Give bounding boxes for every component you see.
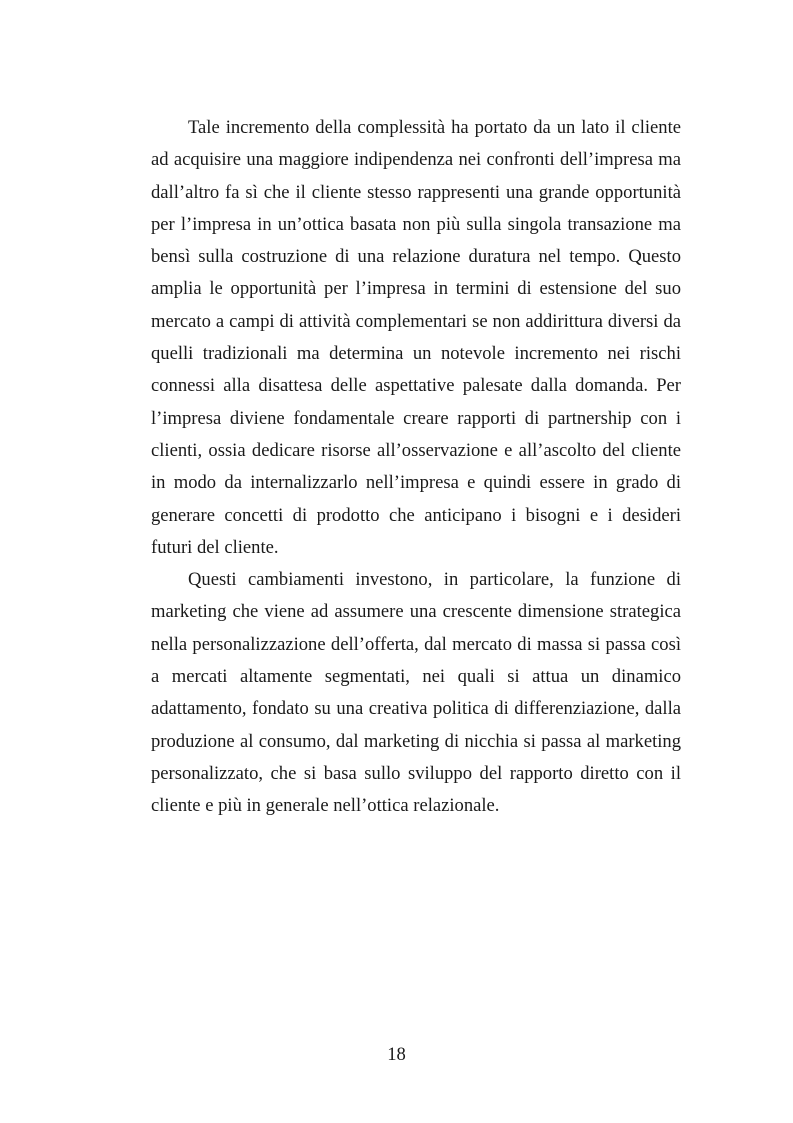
text-line: bensì sulla costruzione di una relazione duratura nel tempo. Questo — [151, 246, 681, 268]
text-line: produzione al consumo, dal marketing di nicchia si passa al marketing — [151, 730, 681, 752]
text-line: marketing che viene ad assumere una crescente dimensione strategica — [151, 601, 681, 623]
text-line: nella personalizzazione dell’offerta, dal mercato di massa si passa così — [151, 633, 681, 655]
text-line: connessi alla disattesa delle aspettative palesate dalla domanda. Per — [151, 375, 681, 397]
text-line: l’impresa diviene fondamentale creare rapporti di partnership con i — [151, 407, 681, 429]
text-line: quelli tradizionali ma determina un notevole incremento nei rischi — [151, 343, 681, 365]
text-line: in modo da internalizzarlo nell’impresa e quindi essere in grado di — [151, 472, 681, 494]
paragraph-1 — [151, 112, 681, 564]
text-line: per l’impresa in un’ottica basata non più sulla singola transazione ma — [151, 213, 681, 235]
text-line: generare concetti di prodotto che anticipano i bisogni e i desideri — [151, 504, 681, 526]
text-line: futuri del cliente. — [151, 536, 279, 558]
text-line: cliente e più in generale nell’ottica relazionale. — [151, 795, 500, 817]
text-line: Tale incremento della complessità ha portato da un lato il cliente — [188, 117, 681, 138]
text-line: Questi cambiamenti investono, in particolare, la funzione di — [188, 569, 681, 591]
page-number: 18 — [387, 1044, 406, 1065]
text-line: amplia le opportunità per l’impresa in termini di estensione del suo — [151, 278, 681, 300]
paragraph-2 — [151, 564, 681, 822]
text-line: ad acquisire una maggiore indipendenza nei confronti dell’impresa ma — [151, 149, 681, 171]
text-line: dall’altro fa sì che il cliente stesso rappresenti una grande opportunità — [151, 181, 681, 203]
text-line: clienti, ossia dedicare risorse all’osservazione e all’ascolto del cliente — [151, 439, 681, 461]
text-line: adattamento, fondato su una creativa politica di differenziazione, dalla — [151, 698, 681, 720]
text-line: personalizzato, che si basa sullo sviluppo del rapporto diretto con il — [151, 762, 681, 784]
text-line: a mercati altamente segmentati, nei quali si attua un dinamico — [151, 666, 681, 688]
body-text — [151, 112, 681, 823]
text-line: mercato a campi di attività complementari se non addirittura diversi da — [151, 310, 681, 332]
